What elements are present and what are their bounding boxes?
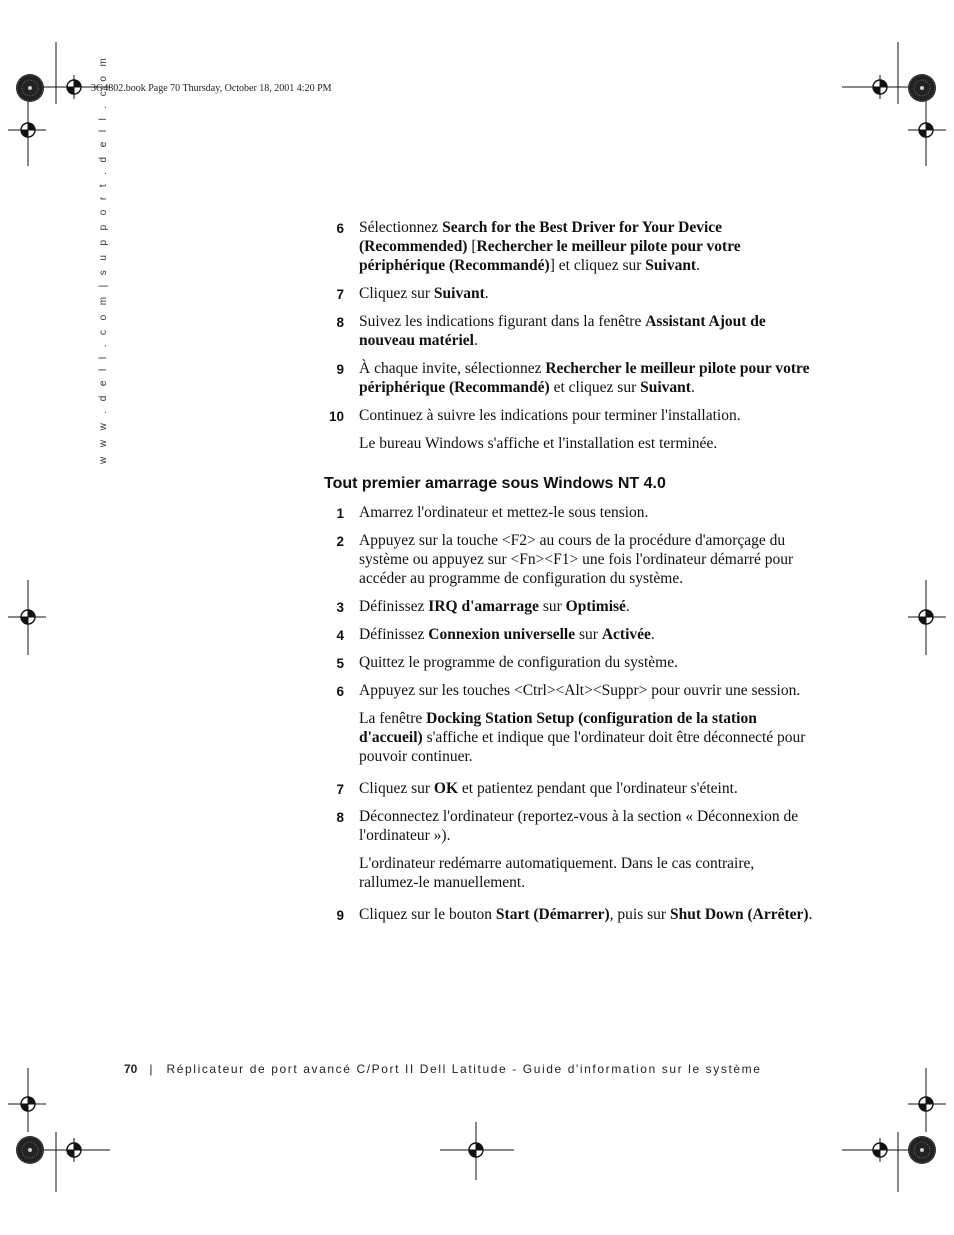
list-item: 7 Cliquez sur OK et patientez pendant que l'ordinateur s'éteint. xyxy=(324,779,814,798)
list-item: 10 Continuez à suivre les indications pour terminer l'installation. xyxy=(324,406,814,425)
step-number: 7 xyxy=(336,287,344,302)
section-heading: Tout premier amarrage sous Windows NT 4.0 xyxy=(324,475,666,492)
list-item: 9 À chaque invite, sélectionnez Rechercher le meilleur pilote pour votre périphérique (Recommandé) et cliquez sur Suivant. xyxy=(324,359,814,397)
list-item: 6 Sélectionnez Search for the Best Driver for Your Device (Recommended) [Rechercher le meilleur pilote pour votre périphérique (Recommandé)] et cliquez sur Suivant. xyxy=(324,218,814,275)
page-footer xyxy=(124,1062,762,1076)
list-item: 7 Cliquez sur Suivant. xyxy=(324,284,814,303)
step-number: 7 xyxy=(336,782,344,797)
paragraph: L'ordinateur redémarre automatiquement. Dans le cas contraire, rallumez-le manuellement. xyxy=(359,855,755,891)
step-number: 8 xyxy=(336,315,344,330)
list-item: 9 Cliquez sur le bouton Start (Démarrer), puis sur Shut Down (Arrêter). xyxy=(324,905,814,924)
step-number: 10 xyxy=(328,409,344,424)
list-item: 8 Déconnectez l'ordinateur (reportez-vous à la section « Déconnexion de l'ordinateur »). xyxy=(324,807,814,845)
list-item: 5 Quittez le programme de configuration du système. xyxy=(324,653,814,672)
list-item: 1 Amarrez l'ordinateur et mettez-le sous tension. xyxy=(324,503,814,522)
paragraph: Le bureau Windows s'affiche et l'installation est terminée. xyxy=(359,435,718,452)
step-number: 9 xyxy=(336,908,344,923)
footer-title: Réplicateur de port avancé C/Port II Dell Latitude - Guide d'information sur le système xyxy=(166,1062,762,1076)
step-number: 5 xyxy=(336,656,344,671)
step-number: 3 xyxy=(336,600,344,615)
step-number: 4 xyxy=(336,628,344,643)
page-number: 70 xyxy=(124,1062,138,1076)
step-number: 1 xyxy=(336,506,344,521)
step-number: 9 xyxy=(336,362,344,377)
step-number: 2 xyxy=(336,534,344,549)
main-content xyxy=(324,218,814,933)
step-number: 8 xyxy=(336,810,344,825)
footer-separator: | xyxy=(149,1062,153,1076)
list-item: 2 Appuyez sur la touche <F2> au cours de la procédure d'amorçage du système ou appuyez sur <Fn><F1> une fois l'ordinateur démarré pour accéder au programme de configuration du système. xyxy=(324,531,814,588)
side-url: w w w . d e l l . c o m | s u p p o r t . d e l l . c o m xyxy=(98,54,109,464)
step-number: 6 xyxy=(336,221,344,236)
book-info: 3G4802.book Page 70 Thursday, October 18, 2001 4:20 PM xyxy=(91,83,332,94)
list-item: 8 Suivez les indications figurant dans la fenêtre Assistant Ajout de nouveau matériel. xyxy=(324,312,814,350)
list-item: 4 Définissez Connexion universelle sur Activée. xyxy=(324,625,814,644)
step-number: 6 xyxy=(336,684,344,699)
list-item: 3 Définissez IRQ d'amarrage sur Optimisé. xyxy=(324,597,814,616)
paragraph: La fenêtre Docking Station Setup (configuration de la station d'accueil) s'affiche et indique que l'ordinateur doit être déconnecté pour pouvoir continuer. xyxy=(359,710,806,765)
list-item: 6 Appuyez sur les touches <Ctrl><Alt><Suppr> pour ouvrir une session. xyxy=(324,681,814,700)
